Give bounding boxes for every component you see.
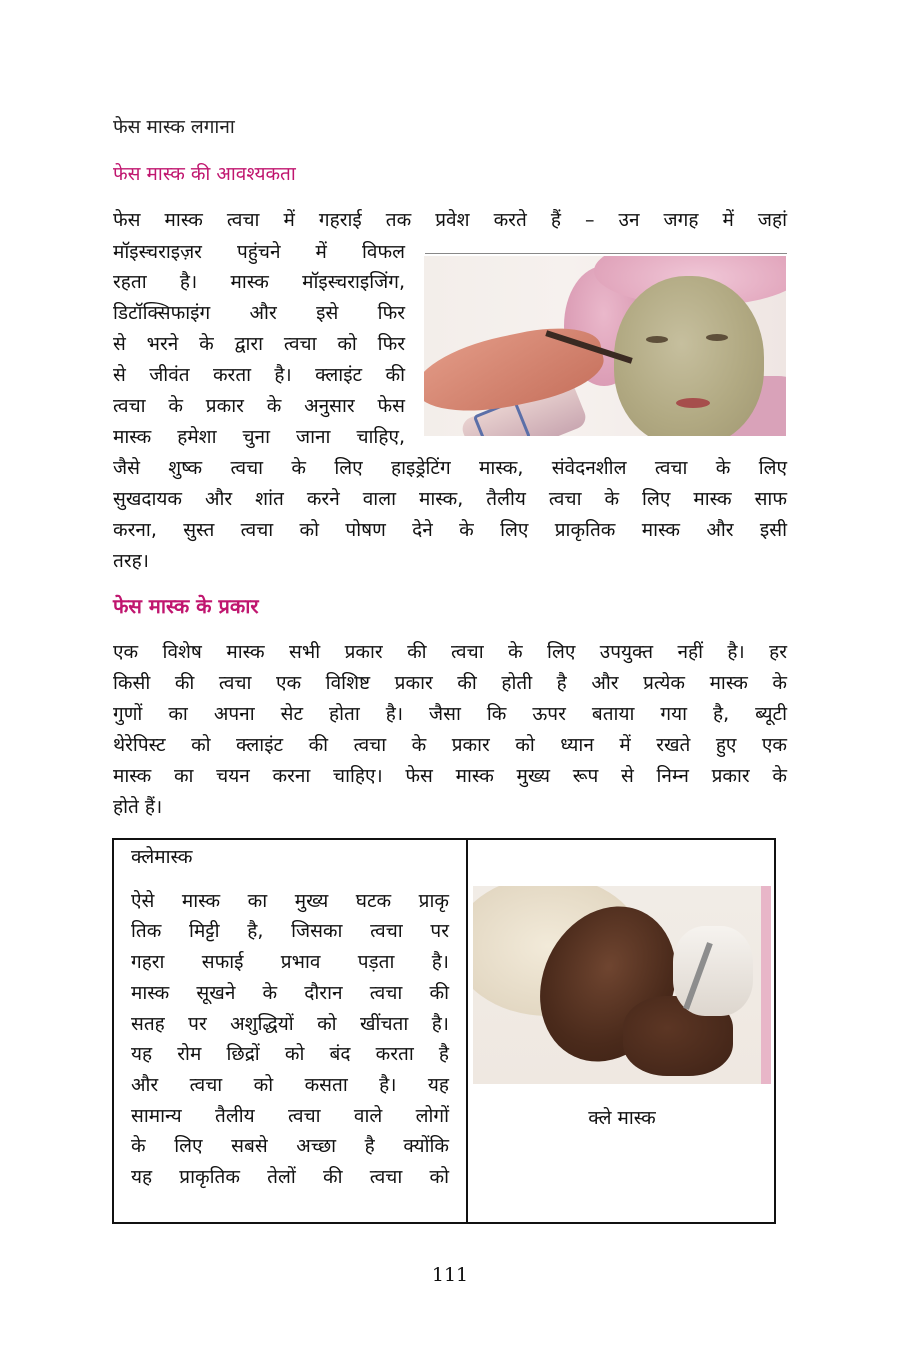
clay-mask-photo (473, 886, 771, 1084)
table-cell-line: यह प्राकृतिक तेलों की त्वचा को (131, 1166, 449, 1188)
paragraph-line: से भरने के द्वारा त्वचा को फिर (113, 333, 405, 355)
paragraph-line: जैसे शुष्क त्वचा के लिए हाइड्रेटिंग मास्क, संवेदनशील त्वचा के लिए (113, 457, 787, 479)
page-number: 111 (431, 1264, 469, 1286)
paragraph-line: से जीवंत करता है। क्लाइंट की (113, 364, 405, 386)
subheading-face-mask-need: फेस मास्क की आवश्यकता (113, 163, 296, 185)
table-cell-line: के लिए सबसे अच्छा है क्योंकि (131, 1135, 449, 1157)
table-cell-line: सामान्य तैलीय त्वचा वाले लोगों (131, 1105, 449, 1127)
face-mask-photo (424, 256, 786, 436)
subheading-face-mask-types: फेस मास्क के प्रकार (113, 594, 259, 618)
paragraph-line: एक विशेष मास्क सभी प्रकार की त्वचा के लिए उपयुक्त नहीं है। हर (113, 641, 787, 663)
paragraph-line: थेरेपिस्ट को क्लाइंट की त्वचा के प्रकार को ध्यान में रखते हुए एक (113, 734, 787, 756)
paragraph-line: डिटॉक्सिफाइंग और इसे फिर (113, 302, 405, 324)
table-column-divider (466, 838, 468, 1224)
paragraph-line: रहता है। मास्क मॉइस्चराइजिंग, (113, 271, 405, 293)
table-cell-line: ऐसे मास्क का मुख्य घटक प्राकृ (131, 890, 449, 912)
paragraph-line: किसी की त्वचा एक विशिष्ट प्रकार की होती है और प्रत्येक मास्क के (113, 672, 787, 694)
clay-mask-caption: क्ले मास्क (588, 1107, 656, 1129)
table-cell-line: मास्क सूखने के दौरान त्वचा की (131, 982, 449, 1004)
paragraph-line: मास्क का चयन करना चाहिए। फेस मास्क मुख्य रूप से निम्न प्रकार के (113, 765, 787, 787)
table-cell-line: गहरा सफाई प्रभाव पड़ता है। (131, 951, 449, 973)
paragraph-line: सुखदायक और शांत करने वाला मास्क, तैलीय त्वचा के लिए मास्क साफ (113, 488, 787, 510)
paragraph-line: त्वचा के प्रकार के अनुसार फेस (113, 395, 405, 417)
paragraph-line: करना, सुस्त त्वचा को पोषण देने के लिए प्राकृतिक मास्क और इसी (113, 519, 787, 541)
table-cell-line: तिक मिट्टी है, जिसका त्वचा पर (131, 920, 449, 942)
paragraph-line: मॉइस्चराइज़र पहुंचने में विफल (113, 241, 405, 263)
table-cell-line: यह रोम छिद्रों को बंद करता है (131, 1043, 449, 1065)
paragraph-line: मास्क हमेशा चुना जाना चाहिए, (113, 426, 405, 448)
paragraph-line: फेस मास्क त्वचा में गहराई तक प्रवेश करते हैं – उन जगह में जहां (113, 209, 787, 231)
image-top-rule (425, 253, 787, 254)
paragraph-line: होते हैं। (113, 796, 163, 818)
section-heading-face-mask-application: फेस मास्क लगाना (113, 116, 235, 138)
paragraph-line: गुणों का अपना सेट होता है। जैसा कि ऊपर बताया गया है, ब्यूटी (113, 703, 787, 725)
paragraph-line: तरह। (113, 550, 149, 572)
table-cell-line: सतह पर अशुद्धियों को खींचता है। (131, 1013, 449, 1035)
table-cell-title: क्लेमास्क (131, 846, 193, 868)
table-cell-line: और त्वचा को कसता है। यह (131, 1074, 449, 1096)
